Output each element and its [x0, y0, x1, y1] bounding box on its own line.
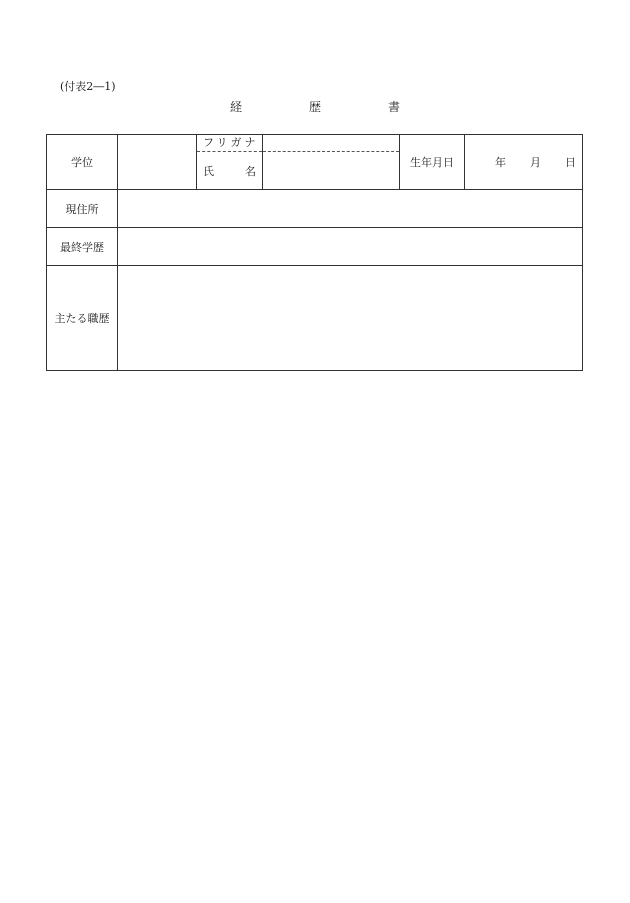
title-char: 経 [230, 100, 243, 114]
document-label: (付表2―1) [60, 80, 116, 93]
career-field[interactable] [118, 266, 583, 371]
degree-label: 学位 [47, 135, 118, 190]
address-field[interactable] [118, 190, 583, 228]
furigana-field[interactable] [263, 135, 399, 152]
education-label: 最終学歴 [47, 228, 118, 266]
career-label: 主たる職歴 [47, 266, 118, 371]
name-label-char: 名 [245, 164, 256, 178]
day-unit: 日 [565, 156, 576, 169]
title-char: 歴 [308, 100, 321, 114]
title-char: 書 [387, 100, 400, 114]
address-label: 現住所 [47, 190, 118, 228]
page-title [230, 100, 400, 114]
name-value-cell [263, 135, 400, 190]
name-field[interactable] [263, 152, 399, 189]
education-field[interactable] [118, 228, 583, 266]
birthdate-field[interactable] [465, 135, 583, 190]
month-unit: 月 [530, 156, 541, 169]
birthdate-label: 生年月日 [400, 135, 465, 190]
name-label-char: 氏 [203, 164, 214, 178]
furigana-label: フリガナ [197, 135, 262, 152]
resume-form-table [46, 134, 583, 371]
degree-field[interactable] [118, 135, 197, 190]
year-unit: 年 [495, 156, 506, 169]
name-label-cell [197, 135, 263, 190]
name-label [197, 152, 262, 189]
